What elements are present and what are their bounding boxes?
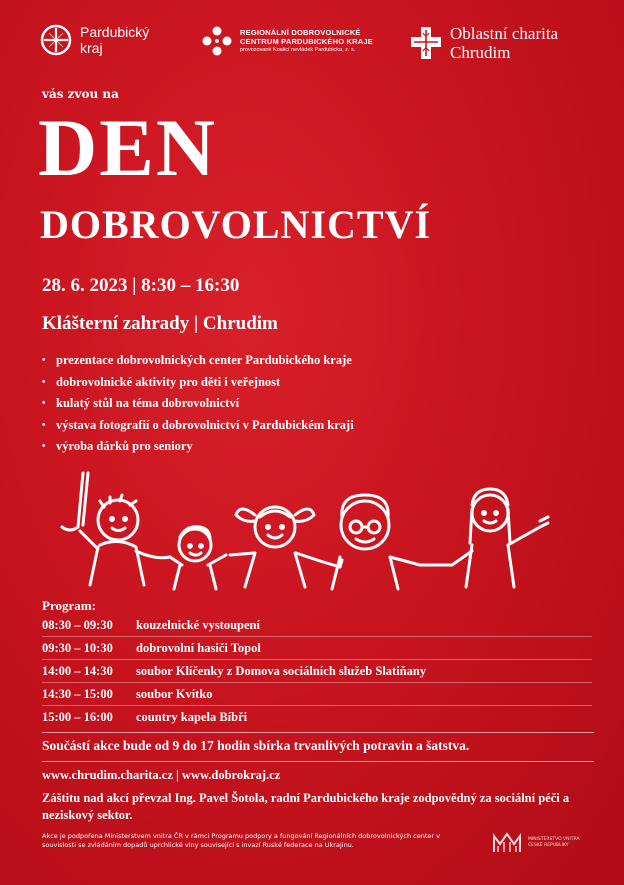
program-row bbox=[42, 637, 592, 660]
program-event: dobrovolní hasiči Topol bbox=[136, 640, 261, 655]
pardubicky-line1: Pardubický bbox=[80, 24, 150, 40]
footer-note: Akce je podpořena Ministerstvem vnitra ČR v rámci Programu podpory a fungování Regionálních dobrovolnických center v souvislosti se zvládáním dopadů uprchlické vlny související s invazí Ruské federace na Ukrajinu. bbox=[42, 832, 440, 849]
bullet-icon: • bbox=[42, 355, 46, 366]
bullet-icon: • bbox=[42, 376, 46, 388]
invite-text: vás zvou na bbox=[42, 87, 119, 101]
patronage-text: Záštitu nad akcí převzal Ing. Pavel Šotola, radní Pardubického kraje zodpovědný za sociální péči a neziskový sektor. bbox=[42, 791, 570, 822]
activity-item bbox=[42, 393, 354, 415]
program-time: 08:30 – 09:30 bbox=[42, 617, 113, 632]
program-time: 14:30 – 15:00 bbox=[42, 686, 113, 701]
charita-line2: Chrudim bbox=[450, 43, 511, 62]
collection-notice: Součástí akce bude od 9 do 17 hodin sbírka trvanlivých potravin a šatstva. bbox=[42, 738, 470, 753]
charita-cross-icon bbox=[410, 26, 442, 60]
bullet-icon: • bbox=[42, 398, 46, 409]
charita-line1: Oblastní charita bbox=[450, 24, 559, 43]
activity-text: výroba dárků pro seniory bbox=[56, 439, 193, 453]
ministry-emblem-icon bbox=[492, 832, 522, 854]
people-holding-hands-illustration bbox=[40, 465, 585, 595]
program-row bbox=[42, 706, 592, 728]
activity-item bbox=[42, 372, 354, 394]
pardubicky-kraj-logo[interactable] bbox=[40, 24, 149, 56]
program-row bbox=[42, 683, 592, 706]
rdc-line3: provozované Koalicí nevládek Pardubicka, z. s. bbox=[240, 47, 356, 53]
event-title: DEN bbox=[38, 102, 218, 193]
event-datetime: 28. 6. 2023 | 8:30 – 16:30 bbox=[42, 275, 240, 296]
program-time: 14:00 – 14:30 bbox=[42, 663, 113, 678]
program-event: kouzelnické vystoupení bbox=[136, 617, 260, 632]
website-links[interactable]: www.chrudim.charita.cz | www.dobrokraj.cz bbox=[42, 768, 281, 782]
activity-text: výstava fotografií o dobrovolnictví v Pardubickém kraji bbox=[56, 417, 354, 432]
program-event: soubor Kvítko bbox=[136, 686, 213, 701]
divider bbox=[42, 761, 594, 762]
activity-item bbox=[42, 415, 354, 437]
charita-logo[interactable] bbox=[410, 24, 558, 62]
ministry-line2: ČESKÉ REPUBLIKY bbox=[528, 843, 569, 848]
program-row bbox=[42, 614, 592, 637]
program-time: 15:00 – 16:00 bbox=[42, 709, 113, 724]
rdc-line1: REGIONÁLNÍ DOBROVOLNICKÉ bbox=[240, 28, 361, 37]
program-title: Program: bbox=[42, 598, 96, 613]
program-time: 09:30 – 10:30 bbox=[42, 640, 113, 655]
pardubicky-kraj-emblem-icon bbox=[40, 24, 72, 56]
activity-text: prezentace dobrovolnických center Pardubického kraje bbox=[56, 353, 352, 367]
bullet-icon: • bbox=[42, 441, 46, 452]
bullet-icon: • bbox=[42, 419, 46, 431]
activity-text: dobrovolnické aktivity pro děti i veřejnost bbox=[56, 374, 281, 389]
logo-bar bbox=[40, 22, 594, 68]
activities-list bbox=[42, 350, 354, 458]
event-subtitle: DOBROVOLNICTVÍ bbox=[40, 202, 432, 247]
ministry-line1: MINISTERSTVO VNITRA bbox=[528, 837, 580, 842]
event-place: Klášterní zahrady | Chrudim bbox=[42, 313, 278, 334]
divider bbox=[42, 732, 594, 733]
pardubicky-line2: kraj bbox=[80, 40, 103, 56]
activity-item bbox=[42, 436, 354, 458]
ministry-logo[interactable] bbox=[492, 832, 580, 854]
activity-item bbox=[42, 350, 354, 372]
rdc-dots-icon bbox=[200, 26, 234, 56]
program-table bbox=[42, 614, 592, 728]
rdc-logo[interactable] bbox=[200, 26, 373, 56]
program-event: country kapela Bíbři bbox=[136, 709, 248, 724]
rdc-line2: CENTRUM PARDUBICKÉHO KRAJE bbox=[240, 37, 373, 46]
program-row bbox=[42, 660, 592, 683]
activity-text: kulatý stůl na téma dobrovolnictví bbox=[56, 396, 240, 410]
program-event: soubor Klíčenky z Domova sociálních služeb Slatiňany bbox=[136, 663, 427, 678]
